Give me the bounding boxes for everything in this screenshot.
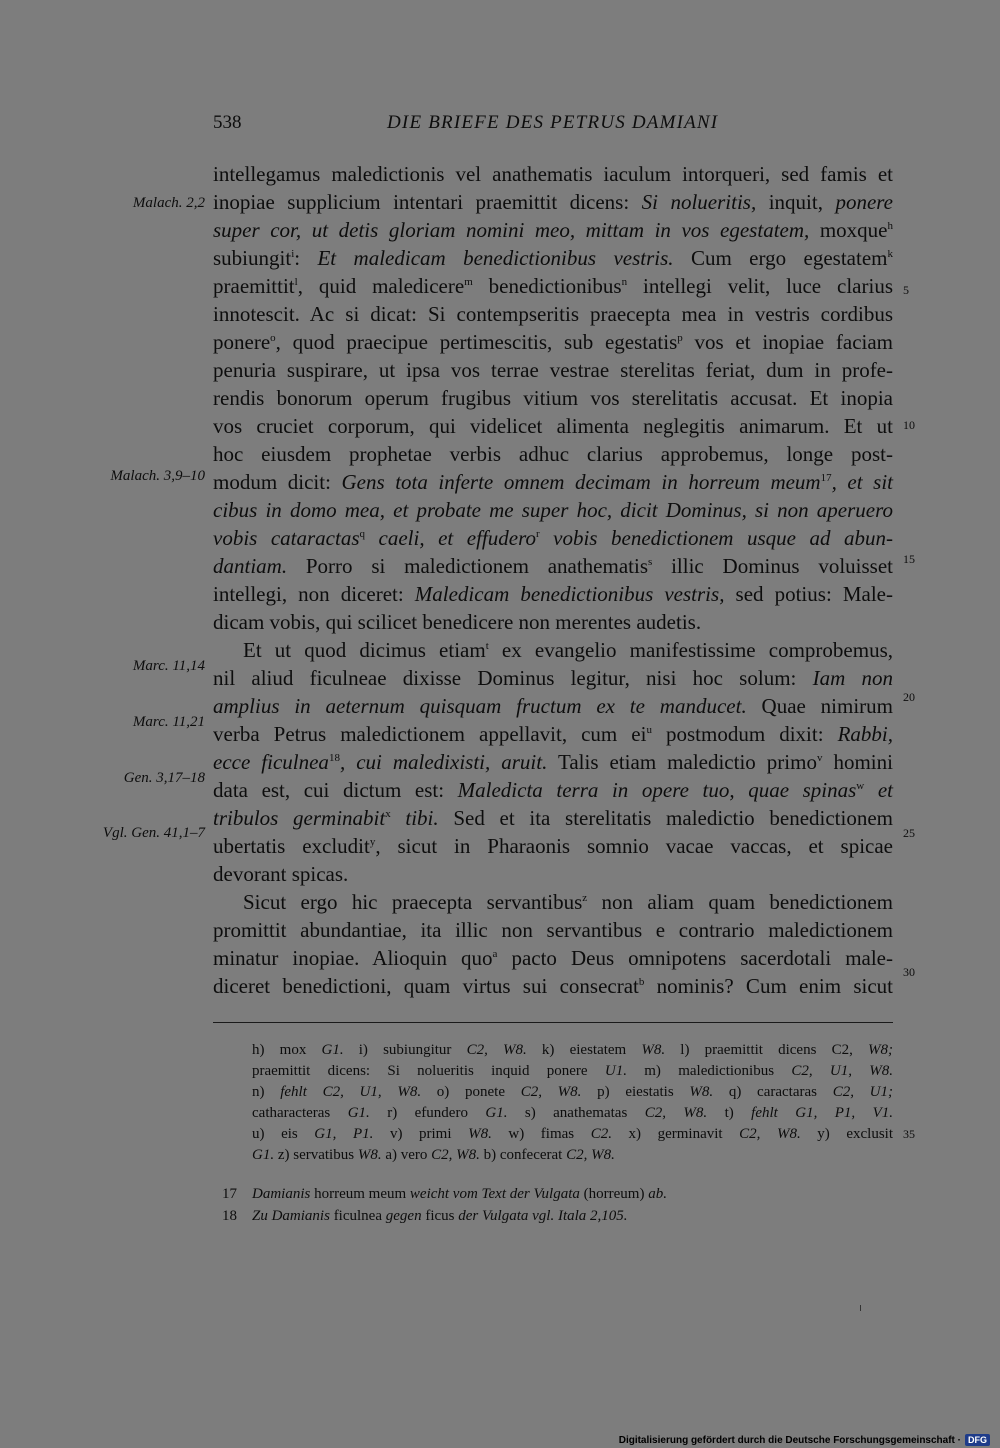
text-line: modum dicit: Gens tota inferte omnem decimam in horreum meum$^{17}$, et sit [213, 470, 893, 494]
digitization-credit [619, 1433, 990, 1447]
line-number: 30 [903, 965, 915, 979]
apparatus-line: n) fehlt C2, U1, W8. o) ponete C2, W8. p) eiestatis W8. q) caractaras C2, U1; [252, 1084, 893, 1100]
text-line: rendis bonorum operum frugibus vitium vos sterelitatis accusat. Et inopia [213, 386, 893, 410]
text-line: cibus in domo mea, et probate me super hoc, dicit Dominus, si non aperuero [213, 498, 893, 522]
apparatus-divider [213, 1022, 893, 1023]
text-line: vobis cataractas$^q$ caeli, et effudero$^r$ vobis benedictionem usque ad abun- [213, 526, 893, 550]
text-line: data est, cui dictum est: Maledicta terra in opere tuo, quae spinas$^w$ et [213, 778, 893, 802]
text-line: innotescit. Ac si dicat: Si contempseritis praecepta mea in vestris cordibus [213, 302, 893, 326]
credit-text: Digitalisierung gefördert durch die Deutsche Forschungsgemeinschaft · [618, 1434, 961, 1446]
apparatus-line: u) eis G1, P1. v) primi W8. w) fimas C2. x) germinavit C2, W8. y) exclusit [252, 1126, 894, 1142]
text-line: ponere$^o$, quod praecipue pertimescitis, sub egestatis$^p$ vos et inopiae faciam [213, 330, 894, 354]
margin-reference: Vgl. Gen. 41,1–7 [102, 825, 205, 841]
text-line: ecce ficulnea$^{18}$, cui maledixisti, aruit. Talis etiam maledictio primo$^v$ homini [213, 750, 893, 774]
text-line: super cor, ut detis gloriam nomini meo, mittam in vos egestatem, moxque$^h$ [213, 218, 893, 242]
margin-reference: Marc. 11,14 [132, 658, 205, 674]
text-line: tribulos germinabit$^x$ tibi. Sed et ita sterelitatis maledictio benedictionem [213, 806, 893, 830]
text-line: promittit abundantiae, ita illic non servantibus e contrario maledictionem [213, 918, 893, 942]
apparatus-line: catharacteras G1. r) efundero G1. s) anathematas C2, W8. t) fehlt G1, P1, V1. [252, 1105, 893, 1121]
text-line: devorant spicas. [213, 862, 349, 886]
text-line: inopiae supplicium intentari praemittit dicens: Si nolueritis, inquit, ponere [213, 190, 893, 214]
text-line: ubertatis excludit$^y$, sicut in Pharaonis somnio vacae vaccas, et spicae [213, 834, 893, 858]
text-line: subiungit$^i$: Et maledicam benedictionibus vestris. Cum ergo egestatem$^k$ [213, 246, 893, 270]
text-line: verba Petrus maledictionem appellavit, cum $ei^u$ postmodum dixit: Rabbi, [213, 722, 893, 746]
text-line: Sicut ergo hic praecepta servantibus$^z$ non aliam quam benedictionem [243, 890, 893, 914]
margin-reference: Malach. 3,9–10 [110, 468, 205, 484]
page-header [0, 112, 1000, 142]
page-number: 538 [213, 112, 242, 133]
line-number: 15 [903, 552, 915, 566]
text-line: intellegi, non diceret: Maledicam benedictionibus vestris, sed potius: Male- [213, 582, 893, 606]
line-number: 35 [903, 1127, 915, 1141]
apparatus-line: h) mox G1. i) subiungitur C2, W8. k) eiestatem W8. l) praemittit dicens C2, W8; [252, 1042, 894, 1058]
text-line: minatur inopiae. Alioquin quo$^a$ pacto Deus omnipotens sacerdotali male- [213, 946, 893, 970]
footnote-18: 18 Zu Damianis ficulnea gegen ficus der Vulgata vgl. Itala 2,105. [222, 1208, 628, 1224]
margin-reference: Marc. 11,21 [132, 714, 205, 730]
apparatus-line: G1. z) servatibus W8. a) vero C2, W8. b) confecerat C2, W8. [252, 1147, 615, 1163]
text-line: Et ut quod dicimus etiam$^t$ ex evangelio manifestissime comprobemus, [243, 638, 893, 662]
line-number: 5 [903, 283, 909, 297]
margin-reference: Gen. 3,17–18 [123, 770, 205, 786]
text-line: vos cruciet corporum, qui videlicet alimenta neglegitis animarum. Et ut [213, 414, 893, 438]
scan-mark [860, 1305, 861, 1311]
text-line: intellegamus maledictionis vel anathematis iaculum intorqueri, sed famis et [213, 162, 893, 186]
text-line: penuria suspirare, ut ipsa vos terrae vestrae sterelitas feriat, dum in profe- [213, 358, 893, 382]
text-line: diceret benedictioni, quam virtus sui consecrat$^b$ nominis? Cum enim sicut [213, 974, 893, 998]
text-line: praemittit$^l$, quid maledicere$^m$ benedictionibus$^n$ intellegi velit, luce clarius [213, 274, 893, 298]
margin-reference: Malach. 2,2 [132, 195, 205, 211]
text-line: amplius in aeternum quisquam fructum ex te manducet. Quae nimirum [213, 694, 894, 718]
line-number: 20 [903, 690, 915, 704]
line-number: 10 [903, 418, 915, 432]
running-title: DIE BRIEFE DES PETRUS DAMIANI [387, 112, 719, 133]
dfg-logo: DFG [965, 1434, 990, 1446]
text-line: dantiam. Porro si maledictionem anathematis$^s$ illic Dominus voluisset [213, 554, 893, 578]
apparatus-line: praemittit dicens: Si nolueritis inquid ponere U1. m) maledictionibus C2, U1, W8. [252, 1063, 893, 1079]
text-line: nil aliud ficulneae dixisse Dominus legitur, nisi hoc solum: Iam non [213, 666, 893, 690]
line-number: 25 [903, 826, 915, 840]
text-line: dicam vobis, qui scilicet benedicere non merentes audetis. [213, 610, 702, 634]
footnote-17: 17 Damianis horreum meum weicht vom Text der Vulgata (horreum) ab. [222, 1186, 667, 1202]
text-line: hoc eiusdem prophetae verbis adhuc clarius approbemus, longe post- [213, 442, 893, 466]
